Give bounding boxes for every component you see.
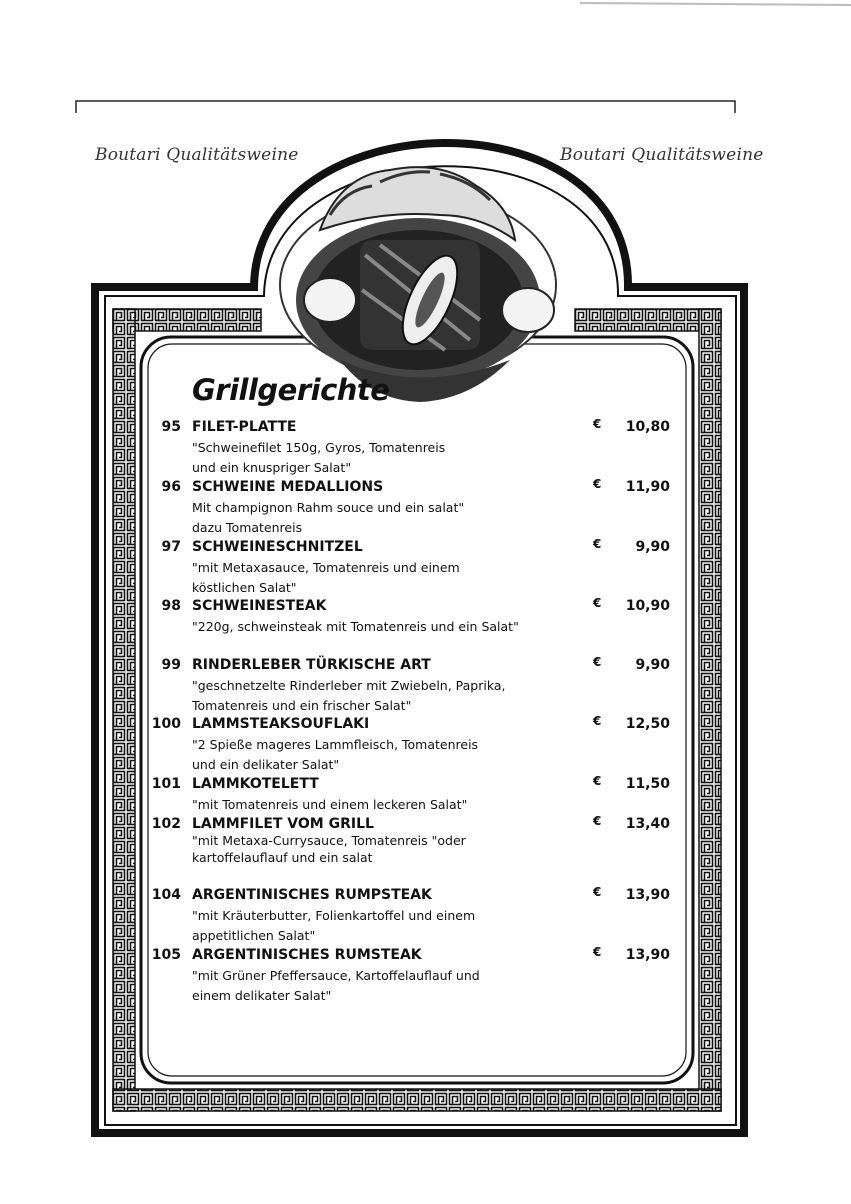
item-name: ARGENTINISCHES RUMPSTEAK: [192, 887, 432, 903]
item-price: 13,40: [625, 816, 670, 832]
euro-symbol: €: [593, 537, 602, 551]
item-number: 102: [151, 816, 181, 832]
item-description: Mit champignon Rahm souce und ein salat" dazu Tomatenreis: [192, 500, 465, 535]
header-left-brand: Boutari Qualitätsweine: [95, 145, 299, 165]
item-price: 9,90: [635, 539, 670, 555]
item-number: 97: [161, 539, 181, 555]
item-price: 11,50: [625, 776, 670, 792]
item-name: FILET-PLATTE: [192, 419, 297, 435]
euro-symbol: €: [593, 714, 602, 728]
item-description: "mit Metaxa-Currysauce, Tomatenreis "oder kartoffelauflauf und ein salat: [192, 833, 466, 865]
euro-symbol: €: [593, 945, 602, 959]
item-number: 98: [161, 598, 181, 614]
item-description: "2 Spieße mageres Lammfleisch, Tomatenreis und ein delikater Salat": [192, 737, 479, 772]
euro-symbol: €: [593, 655, 602, 669]
top-rule: [76, 101, 735, 113]
euro-symbol: €: [593, 885, 602, 899]
item-description: "mit Tomatenreis und einem leckeren Salat": [192, 797, 468, 812]
item-price: 13,90: [625, 947, 670, 963]
item-description: "mit Kräuterbutter, Folienkartoffel und einem appetitlichen Salat": [192, 908, 476, 943]
item-number: 99: [161, 657, 181, 673]
item-name: SCHWEINESCHNITZEL: [192, 539, 363, 555]
section-title: Grillgerichte: [192, 373, 390, 407]
item-number: 101: [151, 776, 181, 792]
item-number: 105: [151, 947, 181, 963]
greek-key-band-right: [699, 309, 721, 1111]
item-description: "mit Grüner Pfeffersauce, Kartoffelauflauf und einem delikater Salat": [192, 968, 480, 1003]
item-price: 10,80: [625, 419, 670, 435]
euro-symbol: €: [593, 477, 602, 491]
euro-symbol: €: [593, 814, 602, 828]
item-description: "Schweinefilet 150g, Gyros, Tomatenreis und ein knuspriger Salat": [192, 440, 446, 475]
item-name: SCHWEINESTEAK: [192, 598, 327, 614]
item-description: "220g, schweinsteak mit Tomatenreis und ein Salat": [192, 619, 519, 634]
euro-symbol: €: [593, 417, 602, 431]
item-name: LAMMKOTELETT: [192, 776, 319, 792]
item-name: RINDERLEBER TÜRKISCHE ART: [192, 657, 431, 673]
item-price: 10,90: [625, 598, 670, 614]
item-name: ARGENTINISCHES RUMSTEAK: [192, 947, 422, 963]
item-number: 95: [161, 419, 181, 435]
item-price: 12,50: [625, 716, 670, 732]
item-number: 96: [161, 479, 181, 495]
item-price: 9,90: [635, 657, 670, 673]
euro-symbol: €: [593, 774, 602, 788]
item-number: 100: [151, 716, 181, 732]
item-description: "geschnetzelte Rinderleber mit Zwiebeln, Paprika, Tomatenreis und ein frischer Salat": [192, 678, 506, 713]
header-right-brand: Boutari Qualitätsweine: [560, 145, 764, 165]
item-name: LAMMFILET VOM GRILL: [192, 816, 374, 832]
euro-symbol: €: [593, 596, 602, 610]
item-price: 11,90: [625, 479, 670, 495]
item-description: "mit Metaxasauce, Tomatenreis und einem köstlichen Salat": [192, 560, 460, 595]
greek-key-band-bottom: [113, 1089, 721, 1111]
greek-key-band-left: [113, 309, 135, 1111]
item-name: LAMMSTEAKSOUFLAKI: [192, 716, 370, 732]
item-number: 104: [151, 887, 181, 903]
item-price: 13,90: [625, 887, 670, 903]
item-name: SCHWEINE MEDALLIONS: [192, 479, 384, 495]
